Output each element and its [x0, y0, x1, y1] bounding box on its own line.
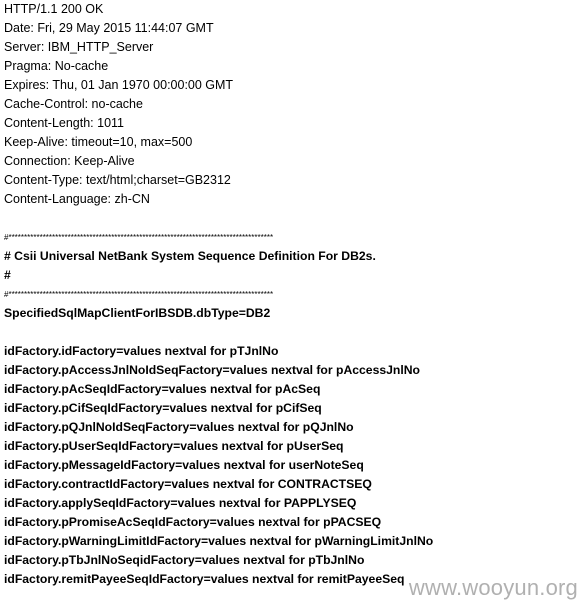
factory-line: idFactory.pMessageIdFactory=values nextval for userNoteSeq — [4, 458, 364, 472]
content-language-header: Content-Language: zh-CN — [4, 192, 150, 206]
keep-alive-header: Keep-Alive: timeout=10, max=500 — [4, 135, 193, 149]
expires-header: Expires: Thu, 01 Jan 1970 00:00:00 GMT — [4, 78, 234, 92]
factory-line: idFactory.pAccessJnlNoIdSeqFactory=values nextval for pAccessJnlNo — [4, 363, 420, 377]
comment-separator-bottom: #************************************************************************************* — [4, 290, 274, 299]
content-type-header: Content-Type: text/html;charset=GB2312 — [4, 173, 231, 187]
wooyun-watermark: www.wooyun.org — [408, 575, 578, 600]
sequence-comment-block — [4, 228, 584, 304]
factory-line: idFactory.pAcSeqIdFactory=values nextval for pAcSeq — [4, 382, 321, 396]
pragma-header: Pragma: No-cache — [4, 59, 109, 73]
connection-header: Connection: Keep-Alive — [4, 154, 135, 168]
cache-control-header: Cache-Control: no-cache — [4, 97, 143, 111]
http-response-text — [4, 0, 584, 589]
status-line: HTTP/1.1 200 OK — [4, 2, 104, 16]
response-headers — [4, 0, 584, 209]
server-header: Server: IBM_HTTP_Server — [4, 40, 154, 54]
factory-line: idFactory.remitPayeeSeqIdFactory=values nextval for remitPayeeSeq — [4, 572, 405, 586]
blank-line — [4, 209, 584, 228]
factory-line: idFactory.pTbJnlNoSeqidFactory=values nextval for pTbJnlNo — [4, 553, 365, 567]
factory-line: idFactory.contractIdFactory=values nextval for CONTRACTSEQ — [4, 477, 372, 491]
factory-line: idFactory.idFactory=values nextval for pTJnlNo — [4, 344, 279, 358]
db-type-line: SpecifiedSqlMapClientForIBSDB.dbType=DB2 — [4, 306, 271, 320]
content-length-header: Content-Length: 1011 — [4, 116, 125, 130]
blank-line — [4, 323, 584, 342]
factory-line: idFactory.pUserSeqIdFactory=values nextval for pUserSeq — [4, 439, 344, 453]
comment-separator-top: #************************************************************************************* — [4, 233, 274, 242]
factory-line: idFactory.pPromiseAcSeqIdFactory=values nextval for pPACSEQ — [4, 515, 382, 529]
comment-empty-line: # — [4, 268, 11, 282]
factory-line: idFactory.pCifSeqIdFactory=values nextval for pCifSeq — [4, 401, 322, 415]
factory-line: idFactory.applySeqIdFactory=values nextval for PAPPLYSEQ — [4, 496, 357, 510]
factory-line: idFactory.pQJnlNoIdSeqFactory=values nextval for pQJnlNo — [4, 420, 354, 434]
date-header: Date: Fri, 29 May 2015 11:44:07 GMT — [4, 21, 214, 35]
id-factory-list — [4, 342, 584, 589]
comment-title-line: # Csii Universal NetBank System Sequence Definition For DB2s. — [4, 249, 376, 263]
factory-line: idFactory.pWarningLimitIdFactory=values nextval for pWarningLimitJnlNo — [4, 534, 434, 548]
